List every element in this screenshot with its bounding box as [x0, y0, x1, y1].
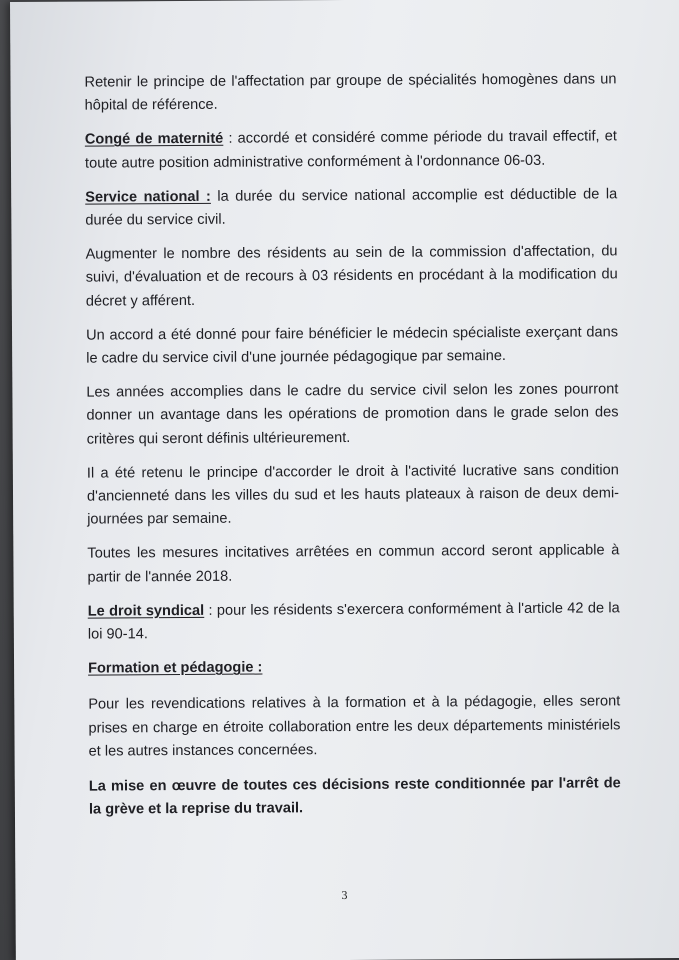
paragraph-droit-syndical [88, 597, 620, 647]
page-number: 3 [341, 887, 348, 903]
formation-pedagogie-heading: Formation et pédagogie : [88, 659, 263, 677]
service-national-heading: Service national : [85, 188, 211, 206]
service-national-text: la durée du service national accomplie est déductible de la durée du service civil. [85, 186, 618, 229]
document-body [84, 68, 621, 833]
paragraph-promotion: Les années accomplies dans le cadre du service civil selon les zones pourront donner un avantage dans les opérations de promotion dans le grade selon des critères qui seront définis ultérieurement. [86, 381, 619, 448]
paragraph-formation: Pour les revendications relatives à la formation et à la pédagogie, elles seront prises en charge en étroite collaboration entre les deux départements ministériels et les autres instances concernées. [88, 693, 621, 760]
conge-maternite-heading: Congé de maternité [84, 131, 224, 148]
paragraph-conclusion: La mise en œuvre de toutes ces décisions reste conditionnée par l'arrêt de la grève et la reprise du travail. [88, 775, 621, 818]
paragraph-affectation: Retenir le principe de l'affectation par groupe de spécialités homogènes dans un hôpital de référence. [84, 71, 617, 114]
document-page [10, 0, 679, 960]
paragraph-service-national [85, 183, 617, 233]
paragraph-mesures-incitatives: Toutes les mesures incitatives arrêtées en commun accord seront applicable à partir de l'année 2018. [87, 542, 620, 586]
paragraph-commission: Augmenter le nombre des résidents au sein de la commission d'affectation, du suivi, d'évaluation et de recours à 03 résidents en procédant à la modification du décret y afférent. [85, 243, 618, 310]
paragraph-conge-maternite [85, 126, 617, 176]
droit-syndical-heading: Le droit syndical [87, 602, 205, 620]
paragraph-activite-lucrative: Il a été retenu le principe d'accorder le droit à l'activité lucrative sans condition d'ancienneté dans les villes du sud et les hauts plateaux à raison de deux demi-journées par semaine. [86, 462, 620, 528]
conge-maternite-text: : accordé et considéré comme période du travail effectif, et toute autre position administrative conformément à l'ordonnance 06-03. [84, 128, 617, 172]
paragraph-journee-pedagogique: Un accord a été donné pour faire bénéficier le médecin spécialiste exerçant dans le cadre du service civil d'une journée pédagogique par semaine. [85, 324, 619, 367]
droit-syndical-text: : pour les résidents s'exercera conformément à l'article 42 de la loi 90-14. [87, 600, 620, 643]
